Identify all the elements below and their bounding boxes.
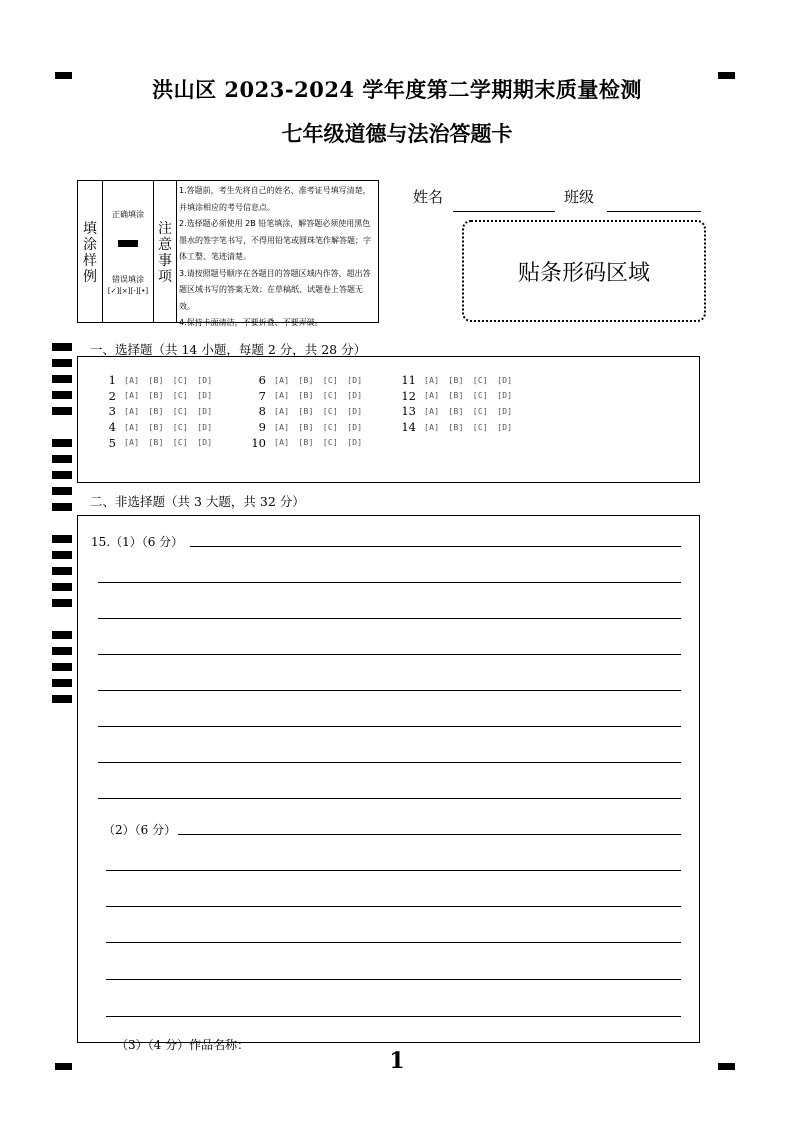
question-number: 12 [401,388,416,403]
notes-label-cell [154,181,177,322]
answer-bubble[interactable]: [B] [148,438,164,448]
choice-question-14 [398,420,521,434]
answer-bubble[interactable]: [A] [124,391,140,401]
instructions-box [77,180,379,327]
answer-bubble[interactable]: [B] [298,391,314,401]
answer-bubble[interactable]: [C] [322,391,339,401]
answer-bubble[interactable]: [B] [448,391,464,401]
choice-question-11 [398,373,521,387]
answer-bubble[interactable]: [D] [497,422,513,432]
timing-mark [52,503,72,511]
answer-bubble[interactable]: [A] [424,422,440,432]
wrong-fill-label: 错误填涂 [112,275,144,284]
answer-bubble[interactable]: [A] [274,391,290,401]
answer-bubble[interactable]: [C] [322,438,339,448]
answer-bubble[interactable]: [C] [322,422,339,432]
note-item: 3.请按照题号顺序在各题目的答题区域内作答，超出答题区域书写的答案无效；在草稿纸、试题卷上答题无效。 [179,268,371,311]
answer-bubble[interactable]: [C] [172,406,189,416]
timing-mark [52,407,72,415]
choice-question-7 [248,389,371,403]
answer-bubble[interactable]: [A] [124,422,140,432]
timing-mark [52,375,72,383]
answer-bubble[interactable]: [A] [274,375,290,385]
name-label: 姓名 [413,188,444,206]
timing-mark [52,391,72,399]
answer-bubble[interactable]: [A] [424,406,440,416]
question-number: 14 [401,420,416,435]
answer-bubble[interactable]: [D] [197,438,213,448]
answer-bubble[interactable]: [B] [298,406,314,416]
question-number: 10 [251,435,266,450]
timing-mark [52,599,72,607]
answer-bubble[interactable]: [A] [274,422,290,432]
answer-bubble[interactable]: [C] [322,406,339,416]
choice-question-1 [98,373,221,387]
answer-bubble[interactable]: [D] [347,375,363,385]
question-15-2-label: （2）（6 分） [103,823,177,837]
answer-bubble[interactable]: [A] [424,375,440,385]
fill-example-label: 填 涂 样 例 [83,221,97,285]
question-number: 13 [401,404,416,419]
notes-content [177,181,378,327]
note-item: 2.选择题必须使用 2B 铅笔填涂，解答题必须使用黑色墨水的签字笔书写，不得用铅笔或圆珠笔作解答题；字体工整、笔迹清楚。 [179,219,371,261]
answer-bubble[interactable]: [D] [347,391,363,401]
choice-question-2 [98,389,221,403]
answer-bubble[interactable]: [D] [197,406,213,416]
answer-bubble[interactable]: [A] [124,375,140,385]
answer-bubble[interactable]: [C] [472,375,489,385]
question-number: 1 [108,373,116,387]
choice-question-5 [98,436,221,450]
choice-question-10 [248,436,371,450]
answer-bubble[interactable]: [D] [197,422,213,432]
answer-bubble[interactable]: [A] [124,438,140,448]
question-15-1-label: 15.（1）（6 分） [91,535,184,549]
answer-bubble[interactable]: [B] [148,406,164,416]
answer-bubble[interactable]: [B] [298,422,314,432]
barcode-area: 贴条形码区域 [462,220,706,322]
question-15-3-label: （3）（4 分）作品名称： [116,1038,250,1052]
timing-mark [52,663,72,671]
answer-bubble[interactable]: [B] [148,422,164,432]
answer-bubble[interactable]: [B] [448,406,464,416]
answer-line[interactable] [98,618,681,619]
answer-bubble[interactable]: [C] [172,438,189,448]
question-number: 3 [108,404,116,419]
answer-bubble[interactable]: [A] [424,391,440,401]
answer-bubble[interactable]: [B] [148,375,164,385]
note-item: 1.答题前，考生先将自己的姓名、准考证号填写清楚，并填涂相应的考号信息点。 [179,186,371,212]
page-title: 洪山区 2023-2024 学年度第二学期期末质量检测 [152,77,642,102]
timing-mark [52,679,72,687]
answer-line[interactable] [98,582,681,583]
class-label: 班级 [564,188,595,206]
choice-question-8 [248,404,371,418]
answer-bubble[interactable]: [B] [448,422,464,432]
timing-mark [52,583,72,591]
answer-bubble[interactable]: [D] [197,391,213,401]
nonchoice-answer-box [77,515,700,1052]
answer-bubble[interactable]: [C] [472,422,489,432]
wrong-fill-sample: [✓][×][-][•] [107,287,149,295]
question-number: 6 [258,373,266,387]
answer-line[interactable] [98,654,681,655]
page-subtitle: 七年级道德与法治答题卡 [281,121,513,146]
choice-question-13 [398,404,521,418]
answer-bubble[interactable]: [C] [172,375,189,385]
choice-answer-box [77,356,700,483]
answer-line[interactable] [106,1016,681,1017]
answer-line[interactable] [106,906,681,907]
timing-mark [52,567,72,575]
question-number: 2 [108,388,116,403]
answer-bubble[interactable]: [A] [124,406,140,416]
answer-bubble[interactable]: [D] [197,375,213,385]
answer-bubble[interactable]: [A] [274,438,290,448]
answer-bubble[interactable]: [D] [347,422,363,432]
class-field[interactable] [607,211,701,212]
timing-mark [52,455,72,463]
answer-line[interactable] [98,726,681,727]
choice-question-4 [98,420,221,434]
timing-mark [52,631,72,639]
answer-bubble[interactable]: [D] [497,375,513,385]
answer-line[interactable] [106,979,681,980]
answer-bubble[interactable]: [C] [172,391,189,401]
name-field[interactable] [453,211,555,212]
question-number: 11 [401,373,416,387]
correct-fill-label: 正确填涂 [112,210,144,219]
timing-mark [52,439,72,447]
correct-fill-sample [118,240,138,247]
choice-question-3 [98,404,221,418]
answer-bubble[interactable]: [D] [497,391,513,401]
timing-mark [52,471,72,479]
answer-bubble[interactable]: [C] [472,391,489,401]
note-item: 4.保持卡面清洁，不要折叠、不要弄破。 [179,318,323,327]
question-number: 9 [258,420,266,435]
answer-bubble[interactable]: [C] [472,406,489,416]
notes-label: 注 意 事 项 [158,221,172,285]
answer-line[interactable] [178,834,681,835]
timing-mark [52,343,72,351]
answer-bubble[interactable]: [D] [347,406,363,416]
answer-bubble[interactable]: [A] [274,406,290,416]
choice-question-9 [248,420,371,434]
answer-line[interactable] [106,942,681,943]
answer-line[interactable] [98,798,681,799]
answer-bubble[interactable]: [D] [347,438,363,448]
page-number: 1 [389,1048,405,1074]
answer-bubble[interactable]: [C] [322,375,339,385]
question-number: 7 [258,388,266,403]
fill-example-label-cell [78,181,103,322]
answer-line[interactable] [98,762,681,763]
answer-bubble[interactable]: [B] [148,391,164,401]
timing-mark [52,535,72,543]
section-nonchoice-title: 二、非选择题（共 3 大题，共 32 分） [90,494,305,509]
fill-example-cell [103,181,154,322]
choice-question-12 [398,389,521,403]
timing-mark [52,359,72,367]
choice-question-6 [248,373,371,387]
question-number: 5 [108,435,116,450]
timing-mark [52,695,72,703]
question-number: 8 [258,404,266,419]
timing-mark [52,487,72,495]
answer-bubble[interactable]: [C] [172,422,189,432]
answer-bubble[interactable]: [D] [497,406,513,416]
section-choice-title: 一、选择题（共 14 小题，每题 2 分，共 28 分） [90,342,367,357]
timing-mark [52,551,72,559]
answer-bubble[interactable]: [B] [298,438,314,448]
answer-line[interactable] [98,690,681,691]
answer-bubble[interactable]: [B] [448,375,464,385]
timing-mark [52,647,72,655]
answer-bubble[interactable]: [B] [298,375,314,385]
answer-line[interactable] [190,546,681,547]
answer-line[interactable] [106,870,681,871]
question-number: 4 [108,420,116,435]
